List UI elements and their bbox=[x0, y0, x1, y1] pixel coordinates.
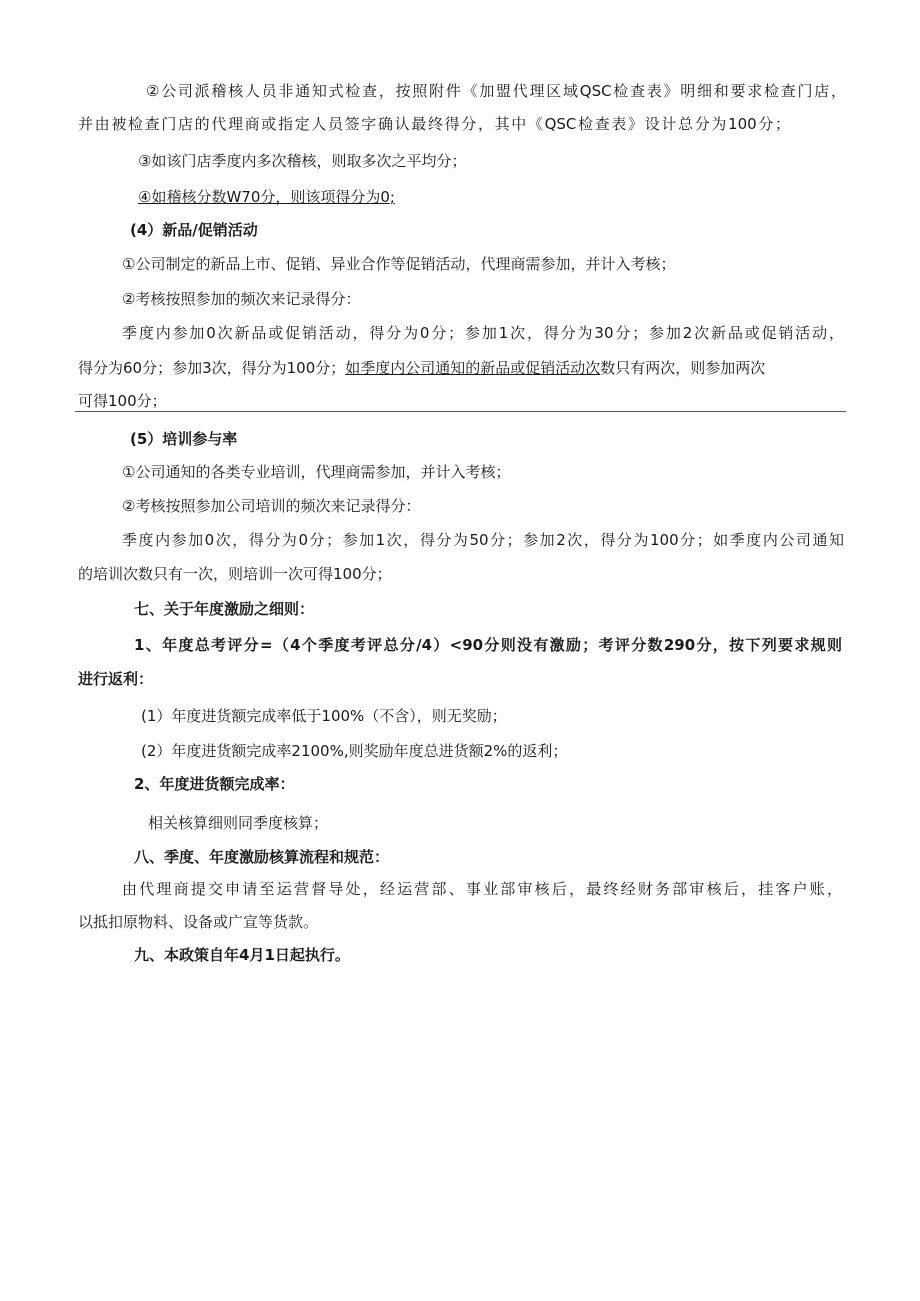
qsc-inspection-line-1: ②公司派稽核人员非通知式检查，按照附件《加盟代理区域QSC检查表》明细和要求检查门店， bbox=[146, 82, 846, 100]
annual-purchase-note: 相关核算细则同季度核算； bbox=[148, 814, 329, 832]
training-scoring-line-1: 季度内参加0次，得分为0分；参加1次，得分为50分；参加2次，得分为100分；如季度内公司通知 bbox=[122, 531, 844, 549]
process-line-2: 以抵扣原物料、设备或广宣等货款。 bbox=[78, 913, 319, 931]
new-products-rule-1: ①公司制定的新品上市、促销、异业合作等促销活动，代理商需参加，并计入考核； bbox=[122, 255, 676, 273]
annual-purchase-heading: 2、年度进货额完成率： bbox=[134, 775, 295, 793]
new-products-scoring-line-3: 可得100分； bbox=[78, 392, 167, 410]
training-rule-1: ①公司通知的各类专业培训，代理商需参加，并计入考核； bbox=[122, 463, 511, 481]
new-products-scoring-line-2 bbox=[78, 357, 848, 379]
new-products-rule-2: ②考核按照参加的频次来记录得分： bbox=[122, 290, 361, 308]
horizontal-divider bbox=[75, 411, 846, 412]
annual-rebate-rule-2: (2）年度进货额完成率2100%,则奖励年度总进货额2%的返利； bbox=[141, 742, 568, 760]
new-products-scoring-part-c: 数只有两次，则参加两次 bbox=[600, 359, 766, 377]
section-eight-heading: 八、季度、年度激励核算流程和规范： bbox=[134, 848, 390, 866]
qsc-inspection-line-2: 并由被检查门店的代理商或指定人员签字确认最终得分，其中《QSC检查表》设计总分为100分； bbox=[78, 115, 790, 133]
training-scoring-line-2: 的培训次数只有一次，则培训一次可得100分； bbox=[78, 565, 392, 583]
annual-score-rule-line-1: 1、年度总考评分=（4个季度考评总分/4）<90分则没有激励；考评分数290分，按下列要求规则 bbox=[134, 636, 842, 654]
section-nine-heading: 九、本政策自年4月1日起执行。 bbox=[134, 946, 350, 964]
section-seven-heading: 七、关于年度激励之细则： bbox=[134, 600, 315, 618]
qsc-average-rule: ③如该门店季度内多次稽核，则取多次之平均分； bbox=[138, 152, 467, 170]
qsc-threshold-rule bbox=[138, 186, 908, 208]
qsc-threshold-text: ④如稽核分数W70分，则该项得分为0; bbox=[138, 188, 395, 206]
training-rule-2: ②考核按照参加公司培训的频次来记录得分： bbox=[122, 497, 421, 515]
new-products-scoring-part-b: 如季度内公司通知的新品或促销活动次 bbox=[345, 359, 601, 377]
annual-score-rule-line-2: 进行返利： bbox=[78, 670, 154, 688]
new-products-scoring-part-a: 得分为60分；参加3次，得分为100分； bbox=[78, 359, 346, 377]
section-training-heading: (5）培训参与率 bbox=[130, 430, 238, 448]
annual-rebate-rule-1: (1）年度进货额完成率低于100%（不含），则无奖励； bbox=[141, 707, 507, 725]
section-new-products-heading: (4）新品/促销活动 bbox=[130, 221, 258, 239]
new-products-scoring-line-1: 季度内参加0次新品或促销活动，得分为0分；参加1次，得分为30分；参加2次新品或促销活动， bbox=[122, 324, 844, 342]
process-line-1: 由代理商提交申请至运营督导处，经运营部、事业部审核后，最终经财务部审核后，挂客户账， bbox=[122, 880, 842, 898]
